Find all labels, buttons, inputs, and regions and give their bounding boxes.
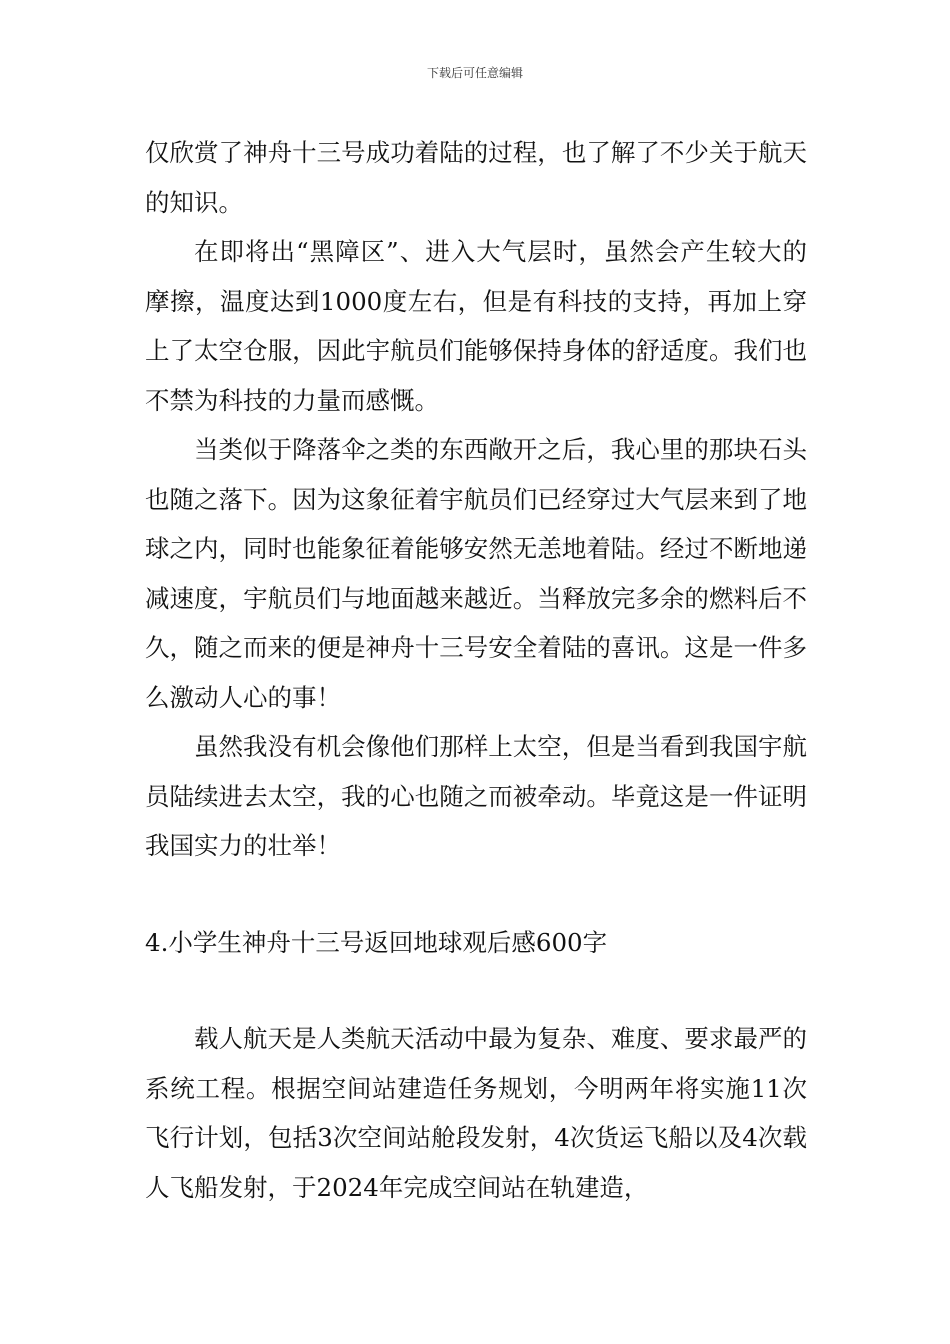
document-body	[145, 128, 807, 1212]
page-header-note: 下载后可任意编辑	[426, 66, 523, 80]
paragraph-parachute-landing: 当类似于降落伞之类的东西敞开之后，我心里的那块石头也随之落下。因为这象征着宇航员们已经穿过大气层来到了地球之内，同时也能象征着能够安然无恙地着陆。经过不断地递减速度，宇航员们与地面越来越近。当释放完多余的燃料后不久，随之而来的便是神舟十三号安全着陆的喜讯。这是一件多么激动人心的事！	[145, 435, 807, 712]
paragraph-continuation: 仅欣赏了神舟十三号成功着陆的过程，也了解了不少关于航天的知识。	[145, 138, 807, 217]
section-heading: 4.小学生神舟十三号返回地球观后感600字	[145, 927, 608, 957]
paragraph-space-station-plan: 载人航天是人类航天活动中最为复杂、难度、要求最严的系统工程。根据空间站建造任务规划，今明两年将实施11次飞行计划，包括3次空间站舱段发射，4次货运飞船以及4次载人飞船发射，于2024年完成空间站在轨建造，	[145, 1024, 807, 1202]
paragraph-blackout-zone: 在即将出“黑障区”、进入大气层时，虽然会产生较大的摩擦，温度达到1000度左右，但是有科技的支持，再加上穿上了太空仓服，因此宇航员们能够保持身体的舒适度。我们也不禁为科技的力量而感慨。	[145, 237, 807, 415]
paragraph-national-pride: 虽然我没有机会像他们那样上太空，但是当看到我国宇航员陆续进去太空，我的心也随之而被牵动。毕竟这是一件证明我国实力的壮举！	[145, 732, 807, 860]
